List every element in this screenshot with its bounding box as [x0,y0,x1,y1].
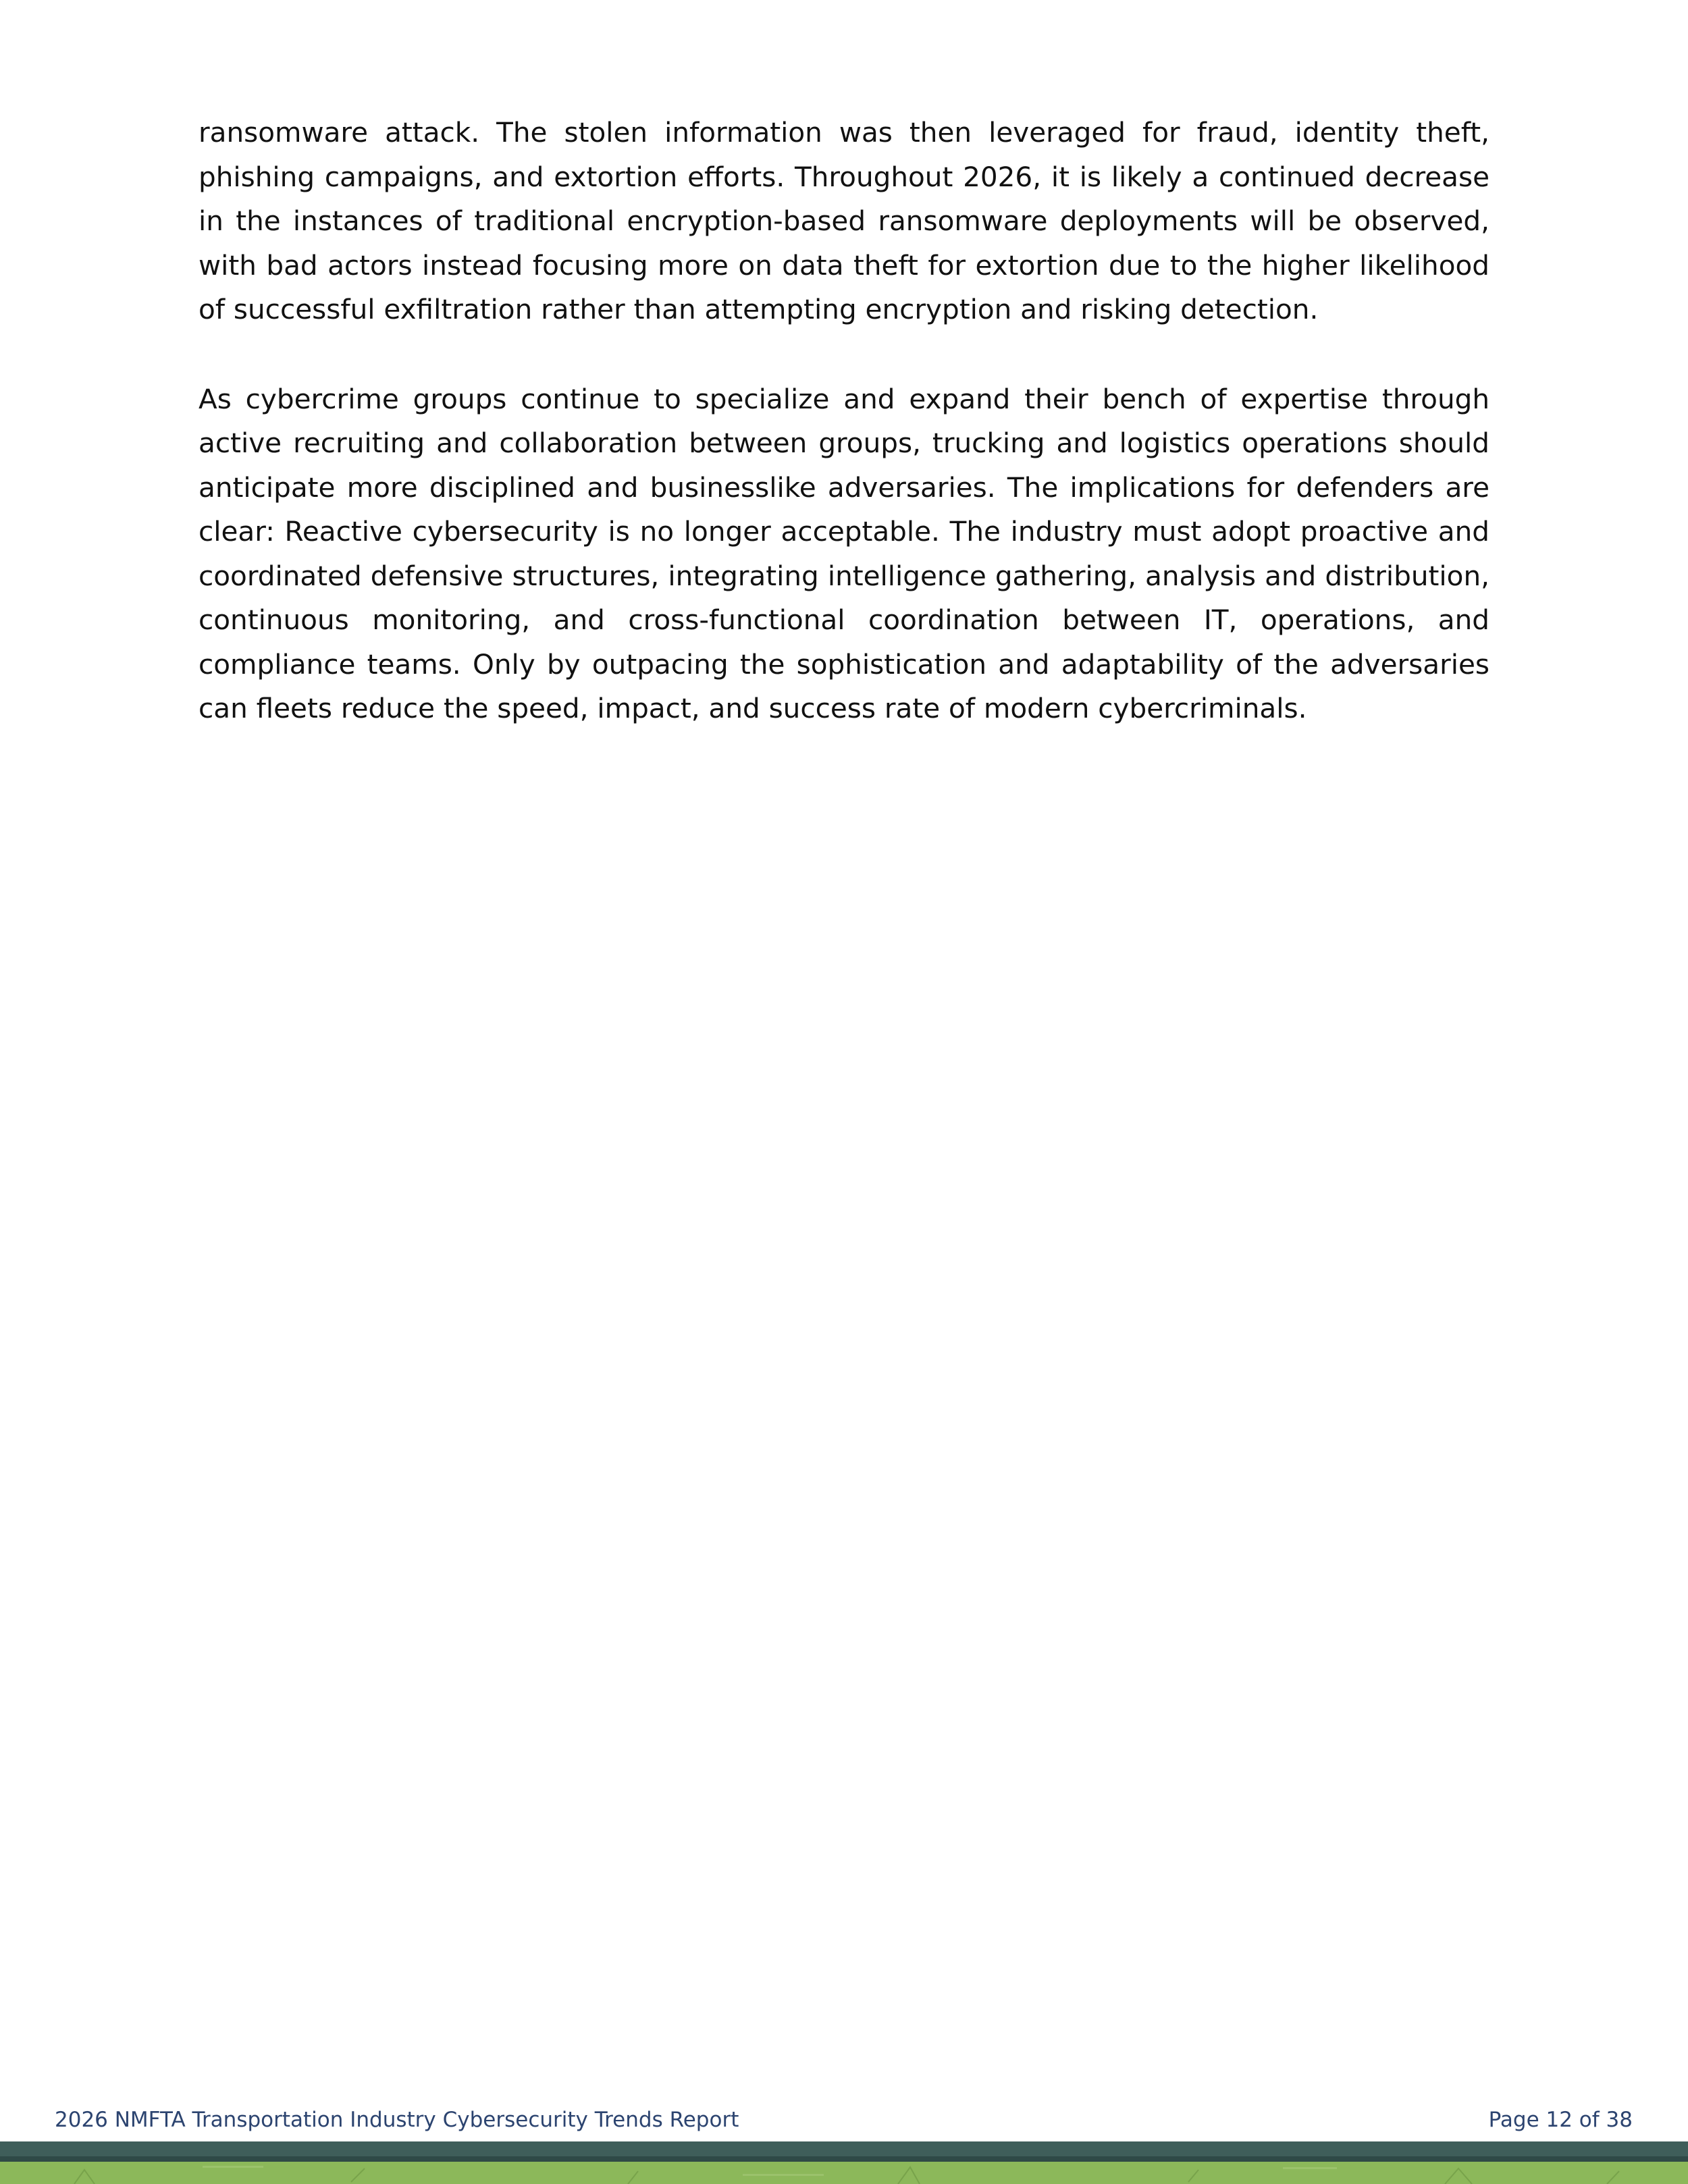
grass-texture [0,2162,1688,2184]
paragraph-defender-implications: As cybercrime groups continue to specialize and expand their bench of expertise through active recruiting and collaboration between groups, trucking and logistics operations should anticipate more disciplined and businesslike adversaries. The implications for defenders are clear: Reactive cybersecurity is no longer acceptable. The industry must adopt proactive and coordinated defensive structures, integrating intelligence gathering, analysis and distribution, continuous monitoring, and cross-functional coordination between IT, operations, and compliance teams. Only by outpacing the sophistication and adaptability of the adversaries can fleets reduce the speed, impact, and success rate of modern cybercriminals. [199,382,1489,724]
footer-band-line [0,2156,1688,2162]
paragraph-ransomware-trend: ransomware attack. The stolen information was then leveraged for fraud, identity theft, phishing campaigns, and extortion efforts. Throughout 2026, it is likely a continued decrease in the instances of traditional encryption-based ransomware deployments will be observed, with bad actors instead focusing more on data theft for extortion due to the higher likelihood of successful exfiltration rather than attempting encryption and risking detection. [199,116,1489,325]
page-footer [0,2104,1688,2136]
footer-band-green [0,2162,1688,2184]
body-text [199,111,1489,776]
footer-page-number: Page 12 of 38 [1488,2108,1633,2132]
footer-band-dark [0,2141,1688,2156]
footer-report-title: 2026 NMFTA Transportation Industry Cybersecurity Trends Report [55,2108,739,2132]
